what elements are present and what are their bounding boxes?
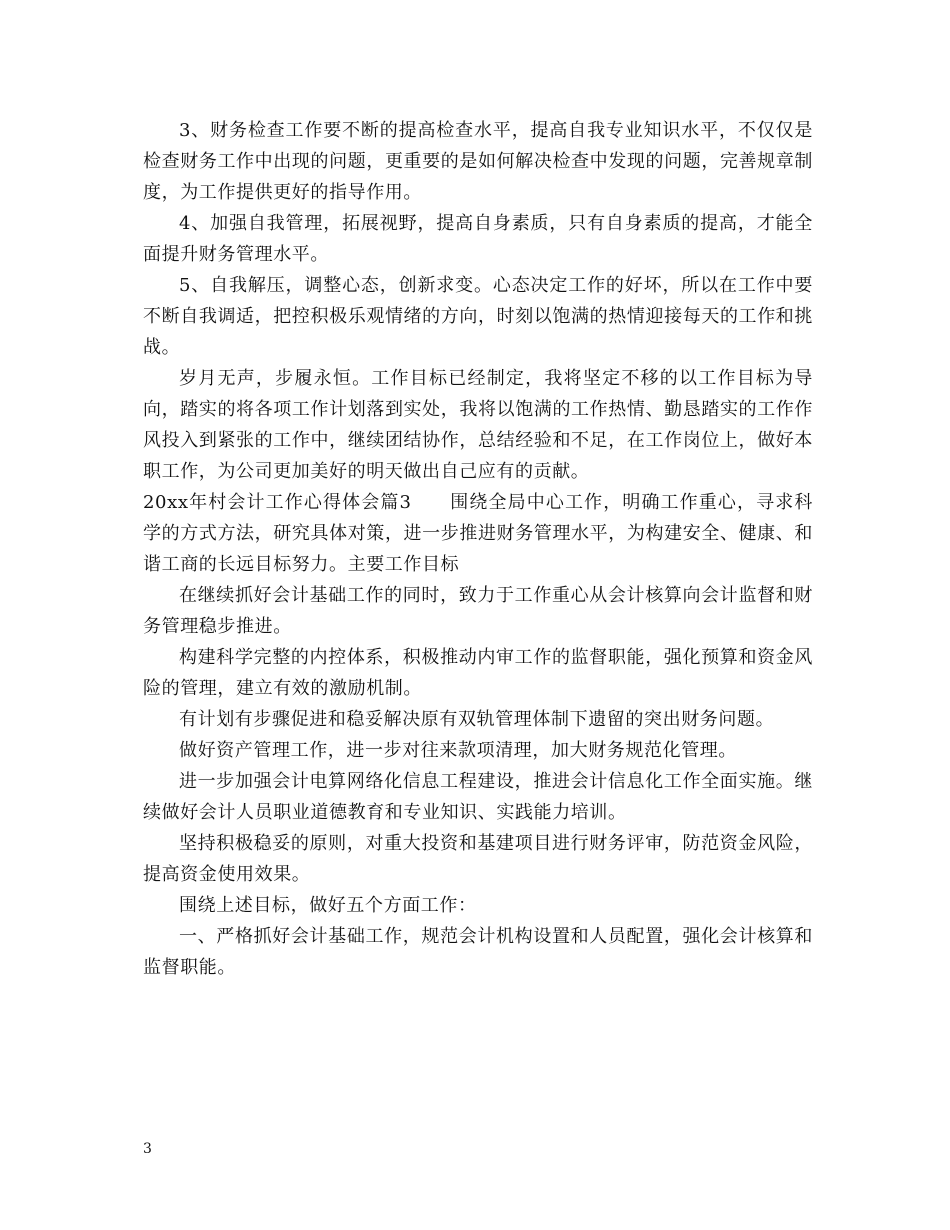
paragraph-finance-inspection: 3、财务检查工作要不断的提高检查水平，提高自我专业知识水平，不仅仅是检查财务工作中出现的问题，更重要的是如何解决检查中发现的问题，完善规章制度，为工作提供更好的指导作用。 xyxy=(143,120,813,203)
body-text xyxy=(143,115,813,983)
page-number: 3 xyxy=(143,1141,152,1157)
paragraph-five-aspects: 围绕上述目标，做好五个方面工作： xyxy=(179,895,477,916)
paragraph-section-heading: 20xx年村会计工作心得体会篇3 围绕全局中心工作，明确工作重心，寻求科学的方式方法，研究具体对策，进一步推进财务管理水平，为构建安全、健康、和谐工商的长远目标努力。主要工作目标 xyxy=(143,492,813,575)
paragraph-goal-informatization: 进一步加强会计电算网络化信息工程建设，推进会计信息化工作全面实施。继续做好会计人员职业道德教育和专业知识、实践能力培训。 xyxy=(143,771,813,823)
paragraph-goal-legacy-issues: 有计划有步骤促进和稳妥解决原有双轨管理体制下遗留的突出财务问题。 xyxy=(179,709,775,730)
paragraph-self-adjustment: 5、自我解压，调整心态，创新求变。心态决定工作的好坏，所以在工作中要不断自我调适，把控积极乐观情绪的方向，时刻以饱满的热情迎接每天的工作和挑战。 xyxy=(143,275,813,358)
paragraph-self-management: 4、加强自我管理，拓展视野，提高自身素质，只有自身素质的提高，才能全面提升财务管理水平。 xyxy=(143,213,813,265)
paragraph-goal-investment-review: 坚持积极稳妥的原则，对重大投资和基建项目进行财务评审，防范资金风险，提高资金使用效果。 xyxy=(143,833,813,885)
paragraph-closing-statement: 岁月无声，步履永恒。工作目标已经制定，我将坚定不移的以工作目标为导向，踏实的将各项工作计划落到实处，我将以饱满的工作热情、勤恳踏实的工作作风投入到紧张的工作中，继续团结协作，总结经验和不足，在工作岗位上，做好本职工作，为公司更加美好的明天做出自己应有的贡献。 xyxy=(143,368,813,482)
paragraph-goal-internal-control: 构建科学完整的内控体系，积极推动内审工作的监督职能，强化预算和资金风险的管理，建立有效的激励机制。 xyxy=(143,647,813,699)
paragraph-aspect-one: 一、严格抓好会计基础工作，规范会计机构设置和人员配置，强化会计核算和监督职能。 xyxy=(143,926,813,978)
paragraph-goal-asset-management: 做好资产管理工作，进一步对往来款项清理，加大财务规范化管理。 xyxy=(179,740,737,761)
paragraph-goal-accounting-basics: 在继续抓好会计基础工作的同时，致力于工作重心从会计核算向会计监督和财务管理稳步推进。 xyxy=(143,585,813,637)
